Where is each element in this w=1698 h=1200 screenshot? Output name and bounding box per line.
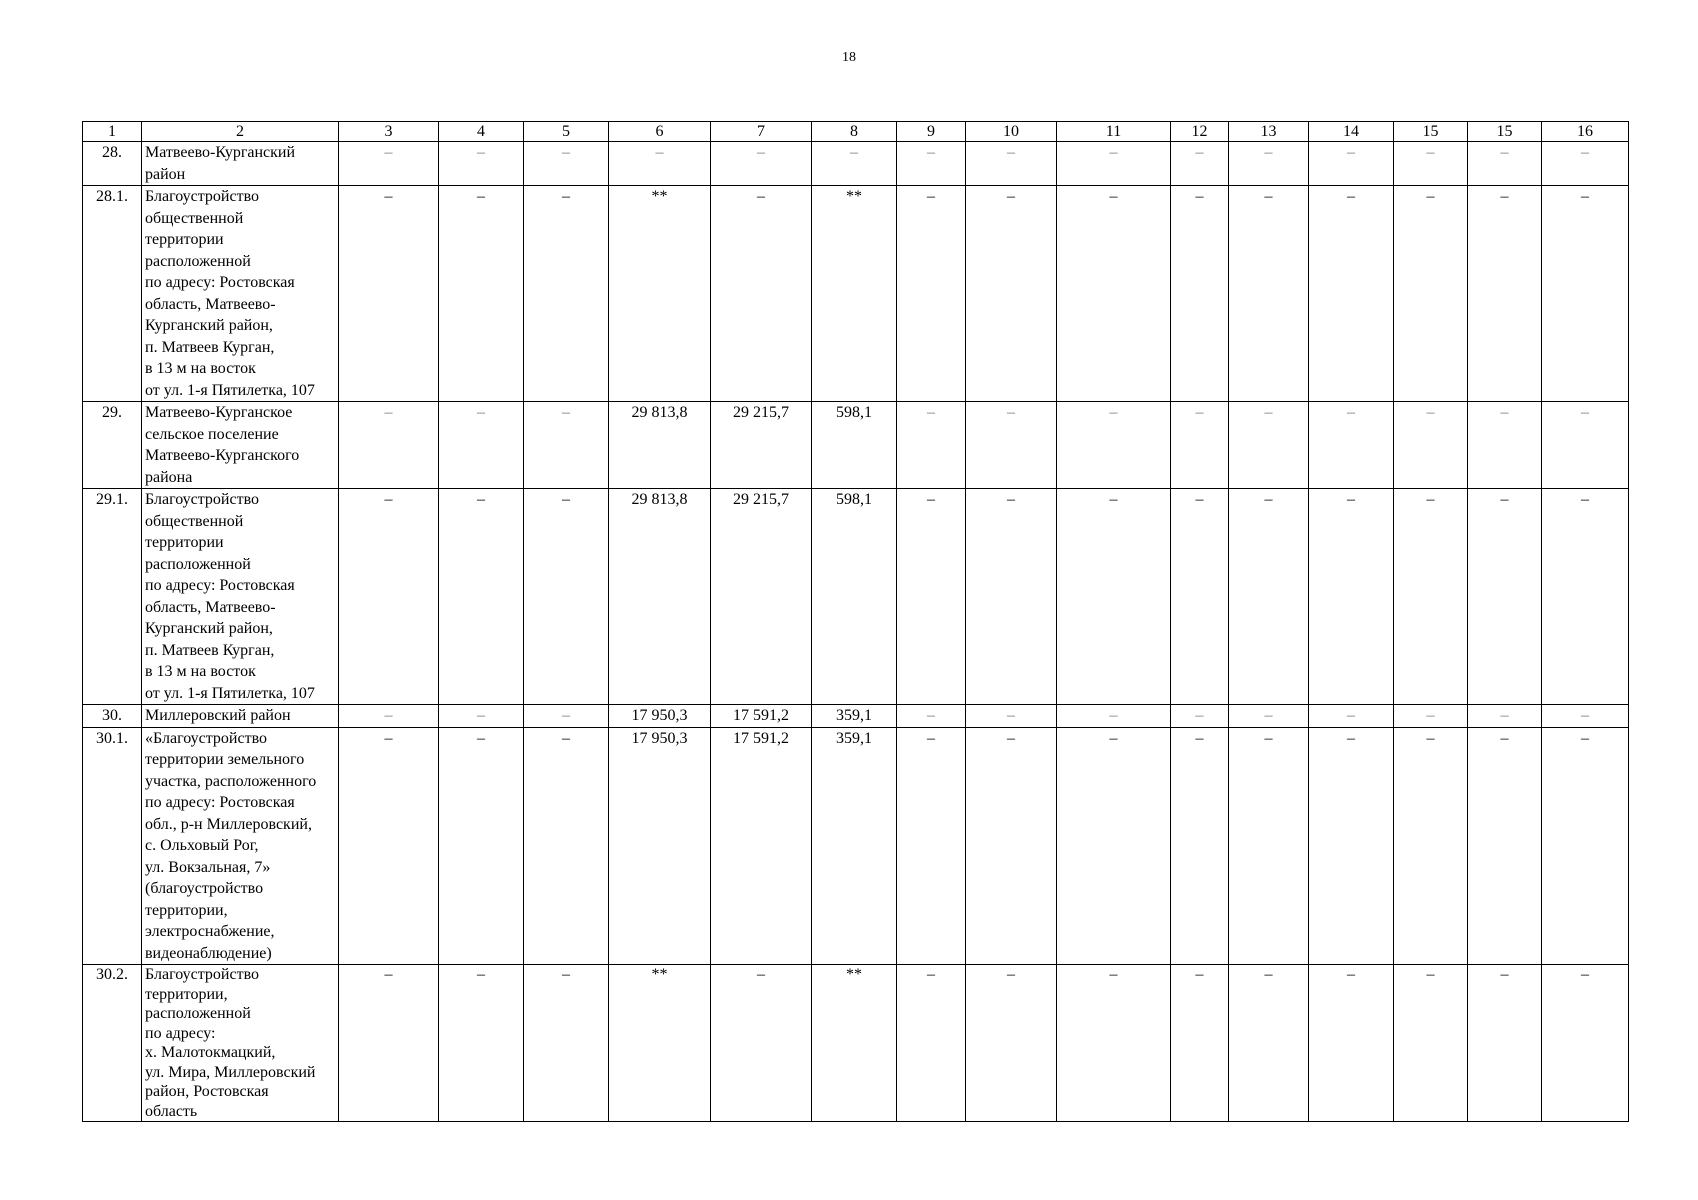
page-number: 18: [842, 50, 856, 65]
table-cell: –: [1229, 402, 1309, 489]
table-cell: –: [812, 142, 897, 186]
table-cell: –: [966, 489, 1057, 705]
row-name: Благоустройство общественной территории расположенной по адресу: Ростовская область, Матвеево- Курганский район, п. Матвеев Курган, в 13 м на восток от ул. 1-я Пятилетка, 107: [142, 489, 339, 705]
table-row: [83, 727, 1629, 965]
table-cell: –: [1394, 489, 1468, 705]
table-cell: –: [897, 489, 966, 705]
table-cell: –: [1542, 965, 1629, 1122]
header-row: [83, 122, 1629, 142]
table-cell: –: [1057, 186, 1171, 402]
table-cell: –: [1394, 186, 1468, 402]
column-header: 11: [1057, 122, 1171, 142]
table-cell: –: [339, 727, 439, 965]
table-cell: –: [339, 186, 439, 402]
table-cell: 17 591,2: [711, 705, 812, 728]
table-cell: –: [1394, 727, 1468, 965]
table-cell: –: [1171, 402, 1229, 489]
table-cell: –: [1171, 489, 1229, 705]
table-row: [83, 489, 1629, 705]
table-cell: –: [1171, 186, 1229, 402]
table-cell: –: [1468, 727, 1542, 965]
row-name: Миллеровский район: [142, 705, 339, 728]
table-cell: –: [1229, 142, 1309, 186]
table-cell: –: [1171, 142, 1229, 186]
table-cell: –: [1309, 402, 1394, 489]
table-cell: 29 215,7: [711, 489, 812, 705]
table-cell: –: [711, 186, 812, 402]
table-cell: –: [897, 705, 966, 728]
table-cell: –: [897, 186, 966, 402]
table-cell: –: [1309, 727, 1394, 965]
column-header: 15: [1394, 122, 1468, 142]
column-header: 9: [897, 122, 966, 142]
table-cell: –: [339, 402, 439, 489]
table-cell: –: [439, 142, 524, 186]
table-cell: –: [524, 142, 609, 186]
table-cell: –: [1468, 402, 1542, 489]
table-cell: –: [1229, 705, 1309, 728]
table-cell: –: [1542, 727, 1629, 965]
table-cell: –: [1057, 489, 1171, 705]
table-cell: –: [897, 965, 966, 1122]
column-header: 5: [524, 122, 609, 142]
table-cell: 29 215,7: [711, 402, 812, 489]
column-header: 1: [83, 122, 142, 142]
table-cell: –: [1394, 965, 1468, 1122]
table-row: [83, 186, 1629, 402]
table-cell: **: [812, 965, 897, 1122]
column-header: 6: [609, 122, 711, 142]
table-cell: –: [1309, 186, 1394, 402]
row-name: Матвеево-Курганский район: [142, 142, 339, 186]
column-header: 8: [812, 122, 897, 142]
table-cell: –: [966, 705, 1057, 728]
row-name: Матвеево-Курганское сельское поселение Матвеево-Курганского района: [142, 402, 339, 489]
table-cell: –: [1542, 489, 1629, 705]
table-row: [83, 402, 1629, 489]
column-header: 12: [1171, 122, 1229, 142]
table-cell: –: [1309, 489, 1394, 705]
table-cell: –: [1542, 142, 1629, 186]
table-cell: –: [1468, 965, 1542, 1122]
table-cell: 17 591,2: [711, 727, 812, 965]
table-cell: –: [439, 705, 524, 728]
row-number: 30.: [83, 705, 142, 728]
table-cell: –: [966, 142, 1057, 186]
table-cell: –: [897, 402, 966, 489]
table-cell: –: [1171, 705, 1229, 728]
table-cell: –: [1542, 402, 1629, 489]
column-header: 10: [966, 122, 1057, 142]
table-cell: –: [1171, 965, 1229, 1122]
table-cell: –: [897, 142, 966, 186]
table-cell: –: [711, 142, 812, 186]
table-cell: –: [1057, 705, 1171, 728]
table-cell: –: [524, 705, 609, 728]
table-cell: **: [812, 186, 897, 402]
table-cell: –: [897, 727, 966, 965]
table-cell: –: [1057, 727, 1171, 965]
row-name: «Благоустройство территории земельного участка, расположенного по адресу: Ростовская обл., р-н Миллеровский, с. Ольховый Рог, ул. Вокзальная, 7» (благоустройство территории, электроснабжение, видеонаблюдение): [142, 727, 339, 965]
table-cell: –: [524, 489, 609, 705]
table-cell: 29 813,8: [609, 489, 711, 705]
table-cell: –: [439, 489, 524, 705]
table-cell: –: [1171, 727, 1229, 965]
table-cell: 359,1: [812, 727, 897, 965]
table-cell: 17 950,3: [609, 705, 711, 728]
table-cell: –: [339, 489, 439, 705]
table-cell: –: [1394, 142, 1468, 186]
table-cell: –: [1394, 705, 1468, 728]
row-number: 30.1.: [83, 727, 142, 965]
table-cell: –: [524, 186, 609, 402]
row-name: Благоустройство территории, расположенной по адресу: х. Малотокмацкий, ул. Мира, Миллеровский район, Ростовская область: [142, 965, 339, 1122]
table-row: [83, 142, 1629, 186]
table-cell: –: [524, 402, 609, 489]
column-header: 16: [1542, 122, 1629, 142]
budget-table: [82, 121, 1629, 1122]
table-cell: –: [966, 402, 1057, 489]
column-header: 2: [142, 122, 339, 142]
column-header: 15: [1468, 122, 1542, 142]
table-row: [83, 965, 1629, 1122]
table-cell: –: [1229, 965, 1309, 1122]
column-header: 7: [711, 122, 812, 142]
table-cell: –: [1309, 965, 1394, 1122]
table-cell: –: [339, 142, 439, 186]
column-header: 13: [1229, 122, 1309, 142]
table-cell: –: [1542, 705, 1629, 728]
table-cell: 598,1: [812, 402, 897, 489]
table-cell: 598,1: [812, 489, 897, 705]
table-cell: –: [966, 965, 1057, 1122]
table-cell: –: [1309, 142, 1394, 186]
table-cell: –: [439, 402, 524, 489]
table-cell: –: [1057, 402, 1171, 489]
row-number: 28.1.: [83, 186, 142, 402]
table-cell: –: [339, 965, 439, 1122]
table-cell: –: [1542, 186, 1629, 402]
table-cell: **: [609, 965, 711, 1122]
table-cell: **: [609, 186, 711, 402]
table-cell: –: [966, 186, 1057, 402]
table-cell: –: [711, 965, 812, 1122]
table-cell: 17 950,3: [609, 727, 711, 965]
column-header: 3: [339, 122, 439, 142]
row-name: Благоустройство общественной территории расположенной по адресу: Ростовская область, Матвеево- Курганский район, п. Матвеев Курган, в 13 м на восток от ул. 1-я Пятилетка, 107: [142, 186, 339, 402]
table-cell: –: [439, 727, 524, 965]
table-cell: –: [966, 727, 1057, 965]
table-body: [83, 122, 1629, 1122]
column-header: 14: [1309, 122, 1394, 142]
table-cell: –: [1468, 142, 1542, 186]
table-cell: –: [524, 727, 609, 965]
table-cell: 29 813,8: [609, 402, 711, 489]
row-number: 28.: [83, 142, 142, 186]
table-cell: –: [1309, 705, 1394, 728]
table-cell: –: [439, 186, 524, 402]
table-cell: –: [1229, 186, 1309, 402]
table-cell: –: [1057, 142, 1171, 186]
column-header: 4: [439, 122, 524, 142]
table-cell: –: [1468, 705, 1542, 728]
table-cell: –: [1057, 965, 1171, 1122]
table-row: [83, 705, 1629, 728]
row-number: 30.2.: [83, 965, 142, 1122]
table-cell: –: [339, 705, 439, 728]
table-cell: –: [609, 142, 711, 186]
table-cell: –: [1229, 489, 1309, 705]
row-number: 29.: [83, 402, 142, 489]
row-number: 29.1.: [83, 489, 142, 705]
table-cell: –: [439, 965, 524, 1122]
table-cell: –: [1468, 186, 1542, 402]
table-cell: –: [1468, 489, 1542, 705]
table-cell: –: [524, 965, 609, 1122]
table-cell: 359,1: [812, 705, 897, 728]
table-cell: –: [1229, 727, 1309, 965]
table-cell: –: [1394, 402, 1468, 489]
